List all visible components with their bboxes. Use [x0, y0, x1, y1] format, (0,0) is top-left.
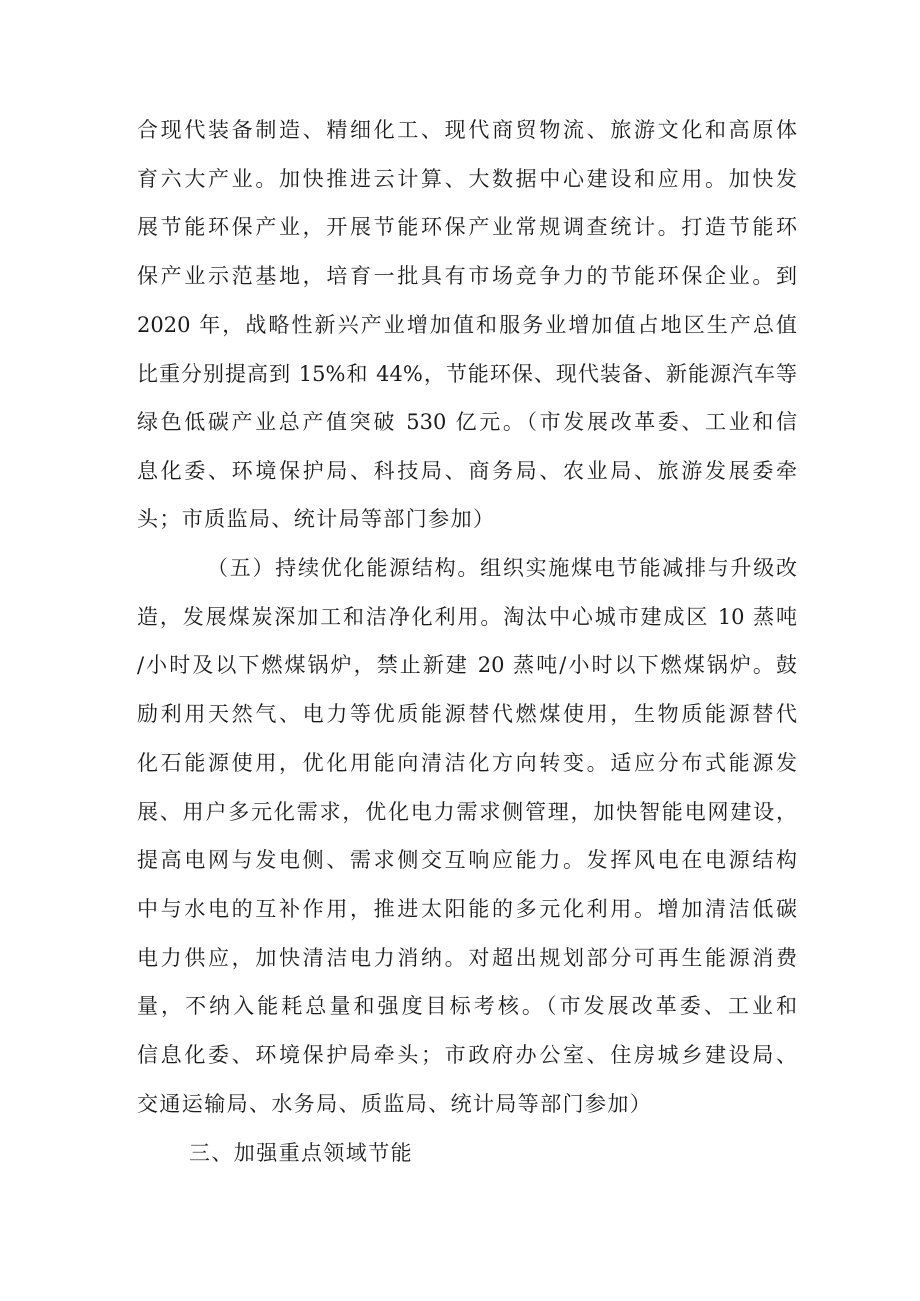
paragraph-line: 量，不纳入能耗总量和强度目标考核。（市发展改革委、工业和 — [137, 994, 797, 1018]
paragraph-line: 息化委、环境保护局、科技局、商务局、农业局、旅游发展委牵 — [137, 459, 797, 483]
paragraph-line: 育六大产业。加快推进云计算、大数据中心建设和应用。加快发 — [137, 167, 797, 191]
paragraph-line: （五）持续优化能源结构。组织实施煤电节能减排与升级改 — [207, 556, 797, 580]
paragraph-line: 提高电网与发电侧、需求侧交互响应能力。发挥风电在电源结构 — [137, 848, 797, 872]
paragraph-line: 电力供应，加快清洁电力消纳。对超出规划部分可再生能源消费 — [137, 946, 797, 970]
paragraph-line: 展节能环保产业，开展节能环保产业常规调查统计。打造节能环 — [137, 215, 797, 239]
paragraph-line: 保产业示范基地，培育一批具有市场竞争力的节能环保企业。到 — [137, 264, 797, 288]
paragraph-line: 展、用户多元化需求，优化电力需求侧管理，加快智能电网建设， — [137, 800, 797, 824]
paragraph-line: 合现代装备制造、精细化工、现代商贸物流、旅游文化和高原体 — [137, 118, 797, 142]
paragraph-line: 造，发展煤炭深加工和洁净化利用。淘汰中心城市建成区 10 蒸吨 — [137, 605, 797, 629]
section-heading: 三、加强重点领域节能 — [189, 1141, 413, 1165]
paragraph-line: 交通运输局、水务局、质监局、统计局等部门参加） — [137, 1092, 653, 1116]
paragraph-line: 信息化委、环境保护局牵头；市政府办公室、住房城乡建设局、 — [137, 1043, 797, 1067]
paragraph-line: 绿色低碳产业总产值突破 530 亿元。（市发展改革委、工业和信 — [137, 410, 797, 434]
paragraph-line: 头；市质监局、统计局等部门参加） — [137, 507, 496, 531]
paragraph-line: 比重分别提高到 15%和 44%，节能环保、现代装备、新能源汽车等 — [137, 362, 797, 386]
paragraph-line: 励利用天然气、电力等优质能源替代燃煤使用，生物质能源替代 — [137, 702, 797, 726]
paragraph-line: 化石能源使用，优化用能向清洁化方向转变。适应分布式能源发 — [137, 751, 797, 775]
paragraph-line: 2020 年，战略性新兴产业增加值和服务业增加值占地区生产总值 — [137, 313, 797, 337]
paragraph-line: 中与水电的互补作用，推进太阳能的多元化利用。增加清洁低碳 — [137, 897, 797, 921]
paragraph-line: /小时及以下燃煤锅炉，禁止新建 20 蒸吨/小时以下燃煤锅炉。鼓 — [137, 653, 797, 677]
